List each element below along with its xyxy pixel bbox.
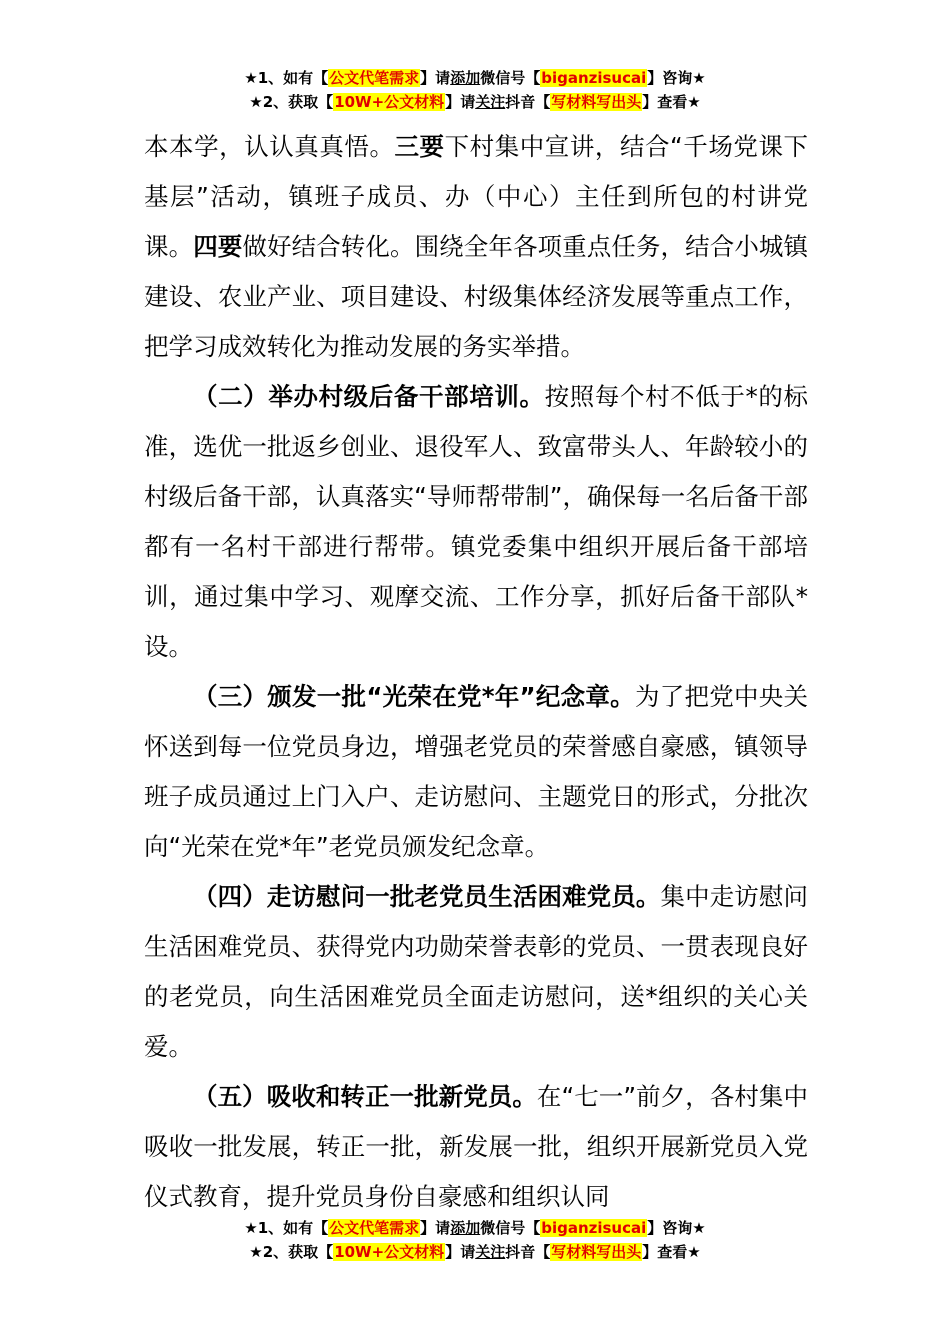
banner-highlight: 10W+公文材料 xyxy=(334,93,445,111)
header-banner xyxy=(0,66,950,114)
footer-banner xyxy=(0,1216,950,1264)
banner-line-1 xyxy=(0,1216,950,1240)
banner-highlight: 公文代笔需求 xyxy=(329,69,420,87)
banner-emphasis: 添加 xyxy=(450,1219,481,1237)
section-heading: （二）举办村级后备干部培训。 xyxy=(193,382,545,411)
banner-text: ★2、获取【 xyxy=(249,93,334,111)
paragraph-text: 下村集中宣讲，结合“千场党课下基层”活动，镇班子成员、办（中心）主任到所包的村讲党课。 xyxy=(144,132,808,261)
banner-text: 】请 xyxy=(420,69,451,87)
section-body: 为了把党中央关怀送到每一位党员身边，增强老党员的荣誉感自豪感，镇领导班子成员通过上门入户、走访慰问、主题党日的形式，分批次向“光荣在党*年”老党员颁发纪念章。 xyxy=(144,682,809,861)
banner-text: 】查看★ xyxy=(642,1243,701,1261)
banner-text: 】咨询★ xyxy=(647,69,706,87)
section-4 xyxy=(144,872,808,1072)
banner-emphasis: 关注 xyxy=(475,93,506,111)
banner-text: 】请 xyxy=(445,1243,476,1261)
banner-text: 微信号【 xyxy=(480,1219,541,1237)
banner-text: ★1、如有【 xyxy=(244,1219,329,1237)
banner-text: 】请 xyxy=(420,1219,451,1237)
paragraph-text: 本本学，认认真真悟。 xyxy=(144,132,395,161)
banner-text: 】咨询★ xyxy=(647,1219,706,1237)
banner-highlight: 写材料写出头 xyxy=(551,1243,642,1261)
section-heading: （三）颁发一批“光荣在党*年”纪念章。 xyxy=(193,682,635,711)
banner-text: 抖音【 xyxy=(505,93,551,111)
banner-highlight: biganzisucai xyxy=(541,1219,647,1237)
banner-text: 】查看★ xyxy=(642,93,701,111)
banner-text: 微信号【 xyxy=(480,69,541,87)
section-heading: （四）走访慰问一批老党员生活困难党员。 xyxy=(193,882,661,911)
banner-emphasis: 添加 xyxy=(450,69,481,87)
paragraph-continuation xyxy=(144,122,808,372)
section-2 xyxy=(144,372,808,672)
banner-line-2 xyxy=(0,1240,950,1264)
paragraph-text: 做好结合转化。围绕全年各项重点任务，结合小城镇建设、农业产业、项目建设、村级集体经济发展等重点工作，把学习成效转化为推动发展的务实举措。 xyxy=(144,232,809,361)
banner-emphasis: 关注 xyxy=(475,1243,506,1261)
paragraph-bold-lead: 三要 xyxy=(394,132,445,161)
document-body xyxy=(144,122,808,1222)
banner-text: 抖音【 xyxy=(505,1243,551,1261)
banner-text: ★1、如有【 xyxy=(244,69,329,87)
banner-text: 】请 xyxy=(445,93,476,111)
banner-highlight: 公文代笔需求 xyxy=(329,1219,420,1237)
section-body: 按照每个村不低于*的标准，选优一批返乡创业、退役军人、致富带头人、年龄较小的村级后备干部，认真落实“导师帮带制”，确保每一名后备干部都有一名村干部进行帮带。镇党委集中组织开展后备干部培训，通过集中学习、观摩交流、工作分享，抓好后备干部队*设。 xyxy=(144,382,809,661)
paragraph-bold-lead: 四要 xyxy=(193,232,243,261)
banner-highlight: 10W+公文材料 xyxy=(334,1243,445,1261)
section-3 xyxy=(144,672,808,872)
banner-text: ★2、获取【 xyxy=(249,1243,334,1261)
banner-line-1 xyxy=(0,66,950,90)
section-5 xyxy=(144,1072,808,1222)
banner-line-2 xyxy=(0,90,950,114)
banner-highlight: biganzisucai xyxy=(541,69,647,87)
section-body: 集中走访慰问生活困难党员、获得党内功勋荣誉表彰的党员、一贯表现良好的老党员，向生活困难党员全面走访慰问，送*组织的关心关爱。 xyxy=(144,882,809,1061)
section-heading: （五）吸收和转正一批新党员。 xyxy=(193,1082,537,1111)
banner-highlight: 写材料写出头 xyxy=(551,93,642,111)
section-body: 在“七一”前夕，各村集中吸收一批发展，转正一批，新发展一批，组织开展新党员入党仪式教育，提升党员身份自豪感和组织认同 xyxy=(144,1082,808,1211)
